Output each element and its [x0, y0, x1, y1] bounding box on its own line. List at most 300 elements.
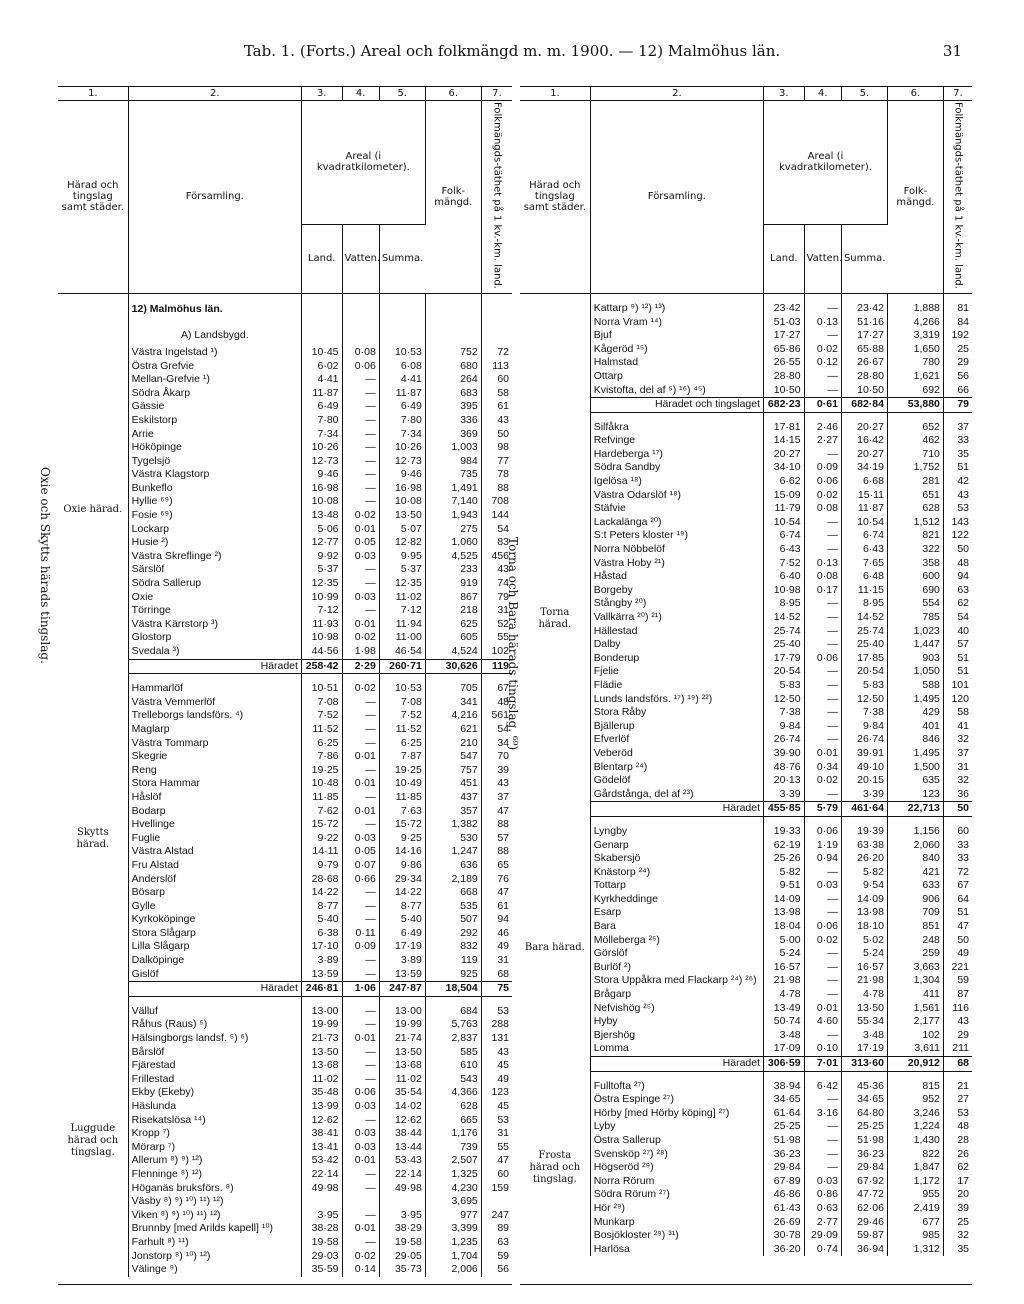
- folkmangd-cell: 1,888: [887, 302, 943, 316]
- vatten-cell: 2·46: [804, 421, 841, 435]
- forsamling-cell: Kvistofta, del af ⁵) ¹⁶) ⁴⁵): [590, 384, 763, 398]
- folkmangd-cell: 785: [887, 611, 943, 625]
- spacer-row: [520, 816, 972, 825]
- tathet-header: [481, 101, 512, 294]
- forsamling-cell: Görslöf: [590, 947, 763, 961]
- forsamling-cell: Södra Sallerup: [128, 577, 301, 591]
- table-row: [520, 302, 972, 316]
- land-cell: 38·28: [301, 1222, 342, 1236]
- vatten-cell: —: [804, 384, 841, 398]
- summa-cell: 4·78: [841, 988, 887, 1002]
- forsamling-cell: Hörby [med Hörby köping] ²⁷): [590, 1107, 763, 1121]
- tathet-cell: 74: [497, 577, 509, 590]
- land-cell: 25·40: [764, 638, 805, 652]
- folkmangd-cell: 1,512: [887, 516, 943, 530]
- vatten-cell: 3·16: [804, 1107, 841, 1121]
- land-cell: 6·62: [764, 475, 805, 489]
- folkmangd-cell: 846: [887, 733, 943, 747]
- land-cell: 67·89: [764, 1175, 805, 1189]
- forsamling-cell: Västra Vemmerlöf: [128, 696, 301, 710]
- folkmangd-cell: 1,650: [887, 343, 943, 357]
- vatten-cell: 0·06: [342, 360, 379, 374]
- forsamling-cell: Högseröd ²⁹): [590, 1161, 763, 1175]
- folkmangd-cell: 421: [887, 866, 943, 880]
- tathet-cell: 48: [957, 1120, 969, 1133]
- land-cell: 7·86: [301, 750, 342, 764]
- page-number: 31: [942, 42, 962, 60]
- summa-cell: 5·40: [379, 913, 425, 927]
- land-total: 682·23: [764, 398, 805, 413]
- summa-cell: 6·49: [379, 400, 425, 414]
- tathet-cell: 32: [957, 1229, 969, 1242]
- summa-cell: 4·41: [379, 373, 425, 387]
- folkmangd-cell: 985: [887, 1229, 943, 1243]
- folkmangd-cell: 752: [425, 346, 481, 360]
- vatten-cell: 0·86: [804, 1188, 841, 1202]
- folkmangd-cell: 735: [425, 468, 481, 482]
- vatten-cell: 0·05: [342, 536, 379, 550]
- forsamling-cell: Tottarp: [590, 879, 763, 893]
- summa-cell: 5·02: [841, 934, 887, 948]
- folkmangd-total: 22,713: [887, 802, 943, 817]
- vatten-cell: 0·09: [342, 940, 379, 954]
- forsamling-cell: Kyrkoköpinge: [128, 913, 301, 927]
- summa-cell: 49·98: [379, 1182, 425, 1196]
- land-cell: 34·10: [764, 461, 805, 475]
- table-row: [58, 682, 512, 696]
- tathet-cell: 59: [497, 1249, 509, 1262]
- summa-cell: 26·74: [841, 733, 887, 747]
- summa-cell: 11·02: [379, 1073, 425, 1087]
- land-cell: 11·93: [301, 618, 342, 632]
- tathet-cell: 94: [497, 913, 509, 926]
- land-cell: 3·95: [301, 1209, 342, 1223]
- land-cell: 5·83: [764, 679, 805, 693]
- land-cell: 14·11: [301, 845, 342, 859]
- vatten-cell: 0·02: [804, 489, 841, 503]
- vatten-cell: —: [342, 696, 379, 710]
- folkmangd-cell: 2,006: [425, 1263, 481, 1277]
- summa-cell: 14·09: [841, 893, 887, 907]
- forsamling-cell: Gårdstånga, del af ²³): [590, 788, 763, 802]
- land-cell: 39·90: [764, 747, 805, 761]
- folkmangd-cell: 919: [425, 577, 481, 591]
- forsamling-cell: Väsby ⁸) ⁹) ¹⁰) ¹¹) ¹²): [128, 1195, 301, 1209]
- vatten-cell: 0·10: [804, 1042, 841, 1056]
- left-table: [58, 87, 512, 1277]
- summa-cell: 13·44: [379, 1141, 425, 1155]
- land-cell: 25·74: [764, 625, 805, 639]
- vatten-cell: 0·02: [342, 682, 379, 696]
- forsamling-cell: Västra Klagstorp: [128, 468, 301, 482]
- summa-cell: 38·29: [379, 1222, 425, 1236]
- folkmangd-cell: 840: [887, 852, 943, 866]
- folkmangd-cell: 535: [425, 900, 481, 914]
- land-cell: 13·50: [301, 1046, 342, 1060]
- tathet-cell: 43: [497, 777, 509, 790]
- tathet-cell: 55: [497, 1140, 509, 1153]
- summa-header: Summa.: [841, 224, 887, 293]
- tathet-cell: 39: [957, 1201, 969, 1214]
- folkmangd-cell: 3,319: [887, 329, 943, 343]
- forsamling-cell: Blentarp ²⁴): [590, 761, 763, 775]
- forsamling-cell: Mölleberga ²⁵): [590, 934, 763, 948]
- tathet-cell: 43: [497, 1045, 509, 1058]
- tathet-cell: 131: [491, 1032, 509, 1045]
- left-table-panel: [38, 86, 512, 1285]
- table-row: [58, 346, 512, 360]
- summa-cell: 12·73: [379, 455, 425, 469]
- sum-label: Häradet: [128, 982, 301, 997]
- folkmangd-cell: 530: [425, 832, 481, 846]
- land-cell: 26·69: [764, 1216, 805, 1230]
- vatten-cell: 0·66: [342, 873, 379, 887]
- summa-cell: 10·53: [379, 346, 425, 360]
- tathet-cell: 27: [957, 1093, 969, 1106]
- forsamling-cell: Hällestad: [590, 625, 763, 639]
- vatten-cell: 0·03: [342, 1127, 379, 1141]
- vatten-cell: —: [342, 455, 379, 469]
- summa-total: 260·71: [379, 659, 425, 674]
- folkmangd-cell: 7,140: [425, 495, 481, 509]
- forsamling-cell: Mellan-Grefvie ¹): [128, 373, 301, 387]
- land-cell: 12·50: [764, 693, 805, 707]
- forsamling-cell: Häslunda: [128, 1100, 301, 1114]
- land-cell: 65·86: [764, 343, 805, 357]
- vatten-cell: —: [342, 387, 379, 401]
- tathet-cell: 66: [957, 383, 969, 396]
- land-cell: 13·59: [301, 968, 342, 982]
- tathet-cell: 60: [497, 373, 509, 386]
- tathet-cell: 120: [951, 692, 969, 705]
- land-total: 258·42: [301, 659, 342, 674]
- folkmangd-cell: 248: [887, 934, 943, 948]
- tathet-cell: 53: [497, 1113, 509, 1126]
- summa-cell: 59·87: [841, 1229, 887, 1243]
- summa-cell: 7·52: [379, 709, 425, 723]
- summa-cell: 62·06: [841, 1202, 887, 1216]
- folkmangd-cell: 507: [425, 913, 481, 927]
- land-cell: 11·52: [301, 723, 342, 737]
- land-cell: 6·49: [301, 400, 342, 414]
- summa-cell: 29·46: [841, 1216, 887, 1230]
- torna-bara-tingslag-label: Torna och Bara härads tingslag. ⁶⁹): [506, 537, 520, 751]
- tathet-cell: 87: [957, 988, 969, 1001]
- forsamling-cell: Flädie: [590, 679, 763, 693]
- vatten-cell: —: [804, 679, 841, 693]
- tathet-cell: 25: [957, 1215, 969, 1228]
- forsamling-cell: Hardeberga ¹⁷): [590, 448, 763, 462]
- summa-cell: 10·49: [379, 777, 425, 791]
- folkmangd-cell: 739: [425, 1141, 481, 1155]
- spacer-row: [520, 1071, 972, 1080]
- forsamling-cell: Eskilstorp: [128, 414, 301, 428]
- forsamling-cell: Lyby: [590, 1120, 763, 1134]
- summa-cell: 47·72: [841, 1188, 887, 1202]
- vatten-cell: —: [804, 906, 841, 920]
- land-cell: 30·78: [764, 1229, 805, 1243]
- land-cell: 16·98: [301, 482, 342, 496]
- folkmangd-cell: 2,177: [887, 1015, 943, 1029]
- folkmangd-cell: 690: [887, 584, 943, 598]
- forsamling-cell: Bårslöf: [128, 1046, 301, 1060]
- sum-label: Häradet: [128, 659, 301, 674]
- vatten-cell: —: [804, 1148, 841, 1162]
- folkmangd-cell: 1,752: [887, 461, 943, 475]
- vatten-cell: 0·03: [342, 550, 379, 564]
- forsamling-cell: Hälsingborgs landsf. ⁵) ⁶): [128, 1032, 301, 1046]
- vatten-header: Vatten.: [342, 224, 379, 293]
- summa-cell: 13·59: [379, 968, 425, 982]
- forsamling-cell: Refvinge: [590, 434, 763, 448]
- forsamling-cell: Bösarp: [128, 886, 301, 900]
- summa-cell: 9·95: [379, 550, 425, 564]
- folkmangd-cell: 2,419: [887, 1202, 943, 1216]
- spacer-row: [58, 996, 512, 1005]
- summa-cell: 12·35: [379, 577, 425, 591]
- vatten-cell: —: [804, 893, 841, 907]
- subtitle-row: [58, 324, 512, 346]
- colnum: 2.: [590, 87, 763, 101]
- summa-cell: 10·54: [841, 516, 887, 530]
- summa-cell: 9·46: [379, 468, 425, 482]
- land-cell: 20·54: [764, 665, 805, 679]
- summa-cell: 17·27: [841, 329, 887, 343]
- land-cell: 6·25: [301, 737, 342, 751]
- tathet-total: 75: [481, 982, 512, 997]
- summa-cell: 14·02: [379, 1100, 425, 1114]
- summa-cell: 5·07: [379, 523, 425, 537]
- column-number-row: [520, 87, 972, 101]
- forsamling-cell: Norra Rörum: [590, 1175, 763, 1189]
- vatten-cell: 0·08: [804, 570, 841, 584]
- harad-name: Torna härad.: [520, 421, 590, 817]
- land-cell: 25·26: [764, 852, 805, 866]
- tathet-cell: 72: [957, 865, 969, 878]
- forsamling-cell: Kattarp ⁹) ¹²) ¹³): [590, 302, 763, 316]
- land-cell: 38·94: [764, 1080, 805, 1094]
- summa-total: 461·64: [841, 802, 887, 817]
- tathet-cell: 47: [497, 1154, 509, 1167]
- summa-cell: 14·52: [841, 611, 887, 625]
- summa-cell: 20·54: [841, 665, 887, 679]
- tathet-cell: 39: [497, 763, 509, 776]
- summa-cell: 16·42: [841, 434, 887, 448]
- forsamling-cell: Kropp ⁷): [128, 1127, 301, 1141]
- vatten-cell: —: [342, 1236, 379, 1250]
- vatten-cell: —: [342, 400, 379, 414]
- tathet-cell: 61: [497, 899, 509, 912]
- folkmangd-cell: 652: [887, 421, 943, 435]
- vatten-cell: 0·03: [342, 591, 379, 605]
- summa-cell: 11·52: [379, 723, 425, 737]
- tathet-cell: 51: [957, 461, 969, 474]
- sum-label: Häradet och tingslaget: [590, 398, 763, 413]
- forsamling-cell: Svedala ³): [128, 645, 301, 659]
- land-cell: 5·37: [301, 563, 342, 577]
- land-cell: 7·34: [301, 428, 342, 442]
- land-cell: 6·40: [764, 570, 805, 584]
- folkmangd-cell: 977: [425, 1209, 481, 1223]
- folkmangd-cell: 292: [425, 927, 481, 941]
- summa-cell: 64·80: [841, 1107, 887, 1121]
- tathet-label: Folkmängds-täthet på 1 kv.-km. land.: [491, 102, 503, 289]
- folkmangd-cell: 1,621: [887, 370, 943, 384]
- summa-cell: 34·65: [841, 1093, 887, 1107]
- summa-cell: 12·82: [379, 536, 425, 550]
- land-cell: 38·41: [301, 1127, 342, 1141]
- folk-header: Folk-mängd.: [887, 101, 943, 294]
- tathet-cell: 64: [957, 892, 969, 905]
- tathet-cell: 62: [957, 1161, 969, 1174]
- tathet-cell: 81: [957, 301, 969, 314]
- lan-title-row: [58, 293, 512, 324]
- forsamling-cell: Gässie: [128, 400, 301, 414]
- forsamling-cell: Gylle: [128, 900, 301, 914]
- vatten-cell: —: [804, 1134, 841, 1148]
- tathet-cell: 72: [497, 345, 509, 358]
- tathet-cell: 53: [497, 1004, 509, 1017]
- vatten-cell: —: [342, 1005, 379, 1019]
- summa-cell: 3·48: [841, 1029, 887, 1043]
- folkmangd-cell: 4,525: [425, 550, 481, 564]
- left-table-body: [58, 293, 512, 1276]
- vatten-cell: —: [342, 441, 379, 455]
- folkmangd-cell: 1,704: [425, 1250, 481, 1264]
- vatten-cell: 0·02: [804, 343, 841, 357]
- land-cell: 29·03: [301, 1250, 342, 1264]
- land-cell: 13·48: [301, 509, 342, 523]
- folkmangd-cell: 4,366: [425, 1086, 481, 1100]
- harad-name: Oxie härad.: [58, 346, 128, 674]
- folkmangd-cell: 621: [425, 723, 481, 737]
- vatten-cell: —: [342, 1209, 379, 1223]
- land-cell: 10·98: [764, 584, 805, 598]
- summa-cell: 5·24: [841, 947, 887, 961]
- forsamling-cell: Västra Alstad: [128, 845, 301, 859]
- summa-cell: 67·92: [841, 1175, 887, 1189]
- tathet-cell: 46: [497, 926, 509, 939]
- harad-header: Härad och tingslag samt städer.: [520, 101, 590, 294]
- folkmangd-cell: 605: [425, 631, 481, 645]
- folkmangd-cell: 832: [425, 940, 481, 954]
- tathet-cell: 708: [491, 495, 509, 508]
- forsamling-cell: Törringe: [128, 604, 301, 618]
- folkmangd-cell: 683: [425, 387, 481, 401]
- folkmangd-cell: 336: [425, 414, 481, 428]
- summa-cell: 6·08: [379, 360, 425, 374]
- vatten-cell: —: [342, 723, 379, 737]
- land-cell: 48·76: [764, 761, 805, 775]
- land-cell: 13·41: [301, 1141, 342, 1155]
- summa-cell: 29·34: [379, 873, 425, 887]
- summa-cell: 25·40: [841, 638, 887, 652]
- land-cell: 35·59: [301, 1263, 342, 1277]
- tathet-cell: 51: [957, 651, 969, 664]
- summa-cell: 6·25: [379, 737, 425, 751]
- summa-cell: 6·49: [379, 927, 425, 941]
- tathet-cell: 55: [497, 631, 509, 644]
- folkmangd-cell: 3,695: [425, 1195, 481, 1209]
- tathet-cell: 21: [957, 1079, 969, 1092]
- folkmangd-cell: 628: [887, 502, 943, 516]
- vatten-cell: —: [342, 1168, 379, 1182]
- tathet-cell: 70: [497, 750, 509, 763]
- land-cell: 17·09: [764, 1042, 805, 1056]
- folkmangd-cell: 102: [887, 1029, 943, 1043]
- summa-cell: 10·53: [379, 682, 425, 696]
- harad-name: Skytts härad.: [58, 682, 128, 996]
- summa-cell: 26·20: [841, 852, 887, 866]
- summa-cell: 28·80: [841, 370, 887, 384]
- land-cell: 51·03: [764, 316, 805, 330]
- folkmangd-cell: 1,156: [887, 825, 943, 839]
- forsamling-cell: Västra Odarslöf ¹⁸): [590, 489, 763, 503]
- forsamling-cell: Fosie ⁶⁹): [128, 509, 301, 523]
- forsamling-cell: Lyngby: [590, 825, 763, 839]
- forsamling-cell: Västra Hoby ²¹): [590, 557, 763, 571]
- land-cell: 9·79: [301, 859, 342, 873]
- folkmangd-cell: 651: [887, 489, 943, 503]
- land-cell: 26·74: [764, 733, 805, 747]
- vatten-total: 0·61: [804, 398, 841, 413]
- forsamling-cell: Hyby: [590, 1015, 763, 1029]
- folkmangd-cell: 709: [887, 906, 943, 920]
- vatten-cell: —: [342, 818, 379, 832]
- vatten-cell: —: [804, 1120, 841, 1134]
- landsbygd-subtitle: A) Landsbygd.: [128, 324, 301, 346]
- colnum: 7.: [943, 87, 972, 101]
- forsamling-cell: Trelleborgs landsförs. ⁴): [128, 709, 301, 723]
- summa-cell: 19·99: [379, 1018, 425, 1032]
- tathet-cell: 58: [497, 386, 509, 399]
- summa-cell: 11·00: [379, 631, 425, 645]
- forsamling-cell: Maglarp: [128, 723, 301, 737]
- tathet-cell: 35: [957, 447, 969, 460]
- forsamling-cell: Gislöf: [128, 968, 301, 982]
- land-cell: 19·33: [764, 825, 805, 839]
- land-cell: 4·78: [764, 988, 805, 1002]
- summa-cell: 13·50: [379, 1046, 425, 1060]
- summa-cell: 51·16: [841, 316, 887, 330]
- tathet-cell: 63: [957, 583, 969, 596]
- sum-label: Häradet: [590, 802, 763, 817]
- vatten-cell: —: [804, 329, 841, 343]
- vatten-cell: 0·01: [804, 747, 841, 761]
- tathet-cell: 79: [497, 590, 509, 603]
- tathet-cell: 54: [497, 722, 509, 735]
- folkmangd-cell: 1,500: [887, 761, 943, 775]
- vatten-cell: [342, 1195, 379, 1209]
- vatten-cell: —: [342, 968, 379, 982]
- forsamling-cell: Håstad: [590, 570, 763, 584]
- forsamling-cell: Mörarp ⁷): [128, 1141, 301, 1155]
- land-cell: 46·86: [764, 1188, 805, 1202]
- land-cell: 9·22: [301, 832, 342, 846]
- vatten-cell: —: [342, 913, 379, 927]
- areal-header: Areal (i kvadratkilometer).: [301, 101, 425, 225]
- summa-cell: 17·85: [841, 652, 887, 666]
- folkmangd-cell: 1,325: [425, 1168, 481, 1182]
- land-cell: 8·95: [764, 597, 805, 611]
- land-cell: 19·25: [301, 764, 342, 778]
- tathet-cell: 60: [957, 824, 969, 837]
- summa-cell: 11·87: [379, 387, 425, 401]
- folkmangd-cell: 625: [425, 618, 481, 632]
- vatten-cell: 0·01: [342, 618, 379, 632]
- colnum: 6.: [425, 87, 481, 101]
- summa-cell: 5·37: [379, 563, 425, 577]
